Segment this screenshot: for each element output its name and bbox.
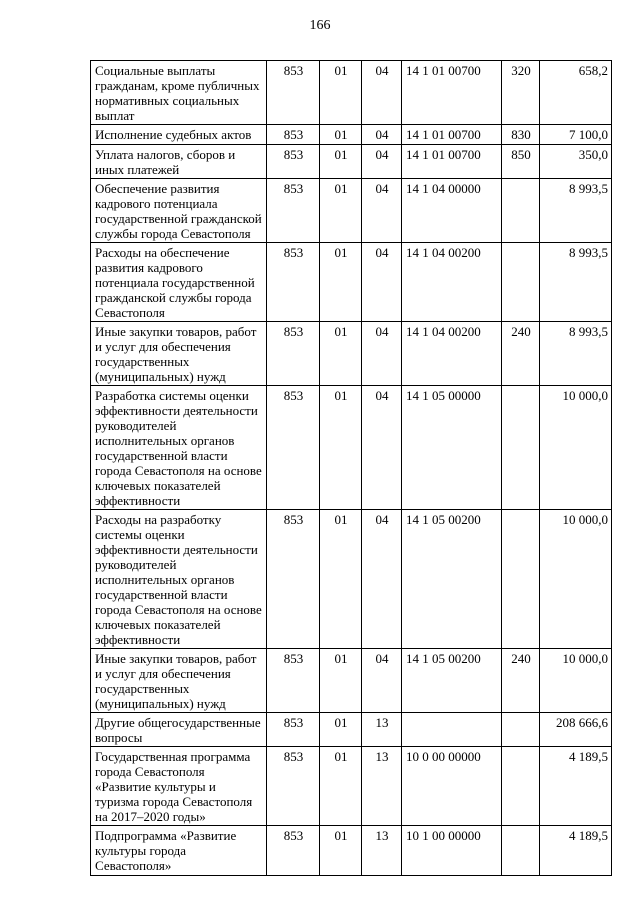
section-code: 01 xyxy=(320,826,362,876)
amount: 8 993,5 xyxy=(540,322,612,386)
amount: 4 189,5 xyxy=(540,826,612,876)
amount: 208 666,6 xyxy=(540,713,612,747)
subsection-code: 04 xyxy=(362,649,402,713)
subsection-code: 04 xyxy=(362,322,402,386)
row-name: Подпрограмма «Развитие культуры города Севастополя» xyxy=(91,826,267,876)
table-row xyxy=(91,61,612,125)
expense-type-code: 830 xyxy=(502,125,540,145)
row-name: Государственная программа города Севастополя «Развитие культуры и туризма города Севастополя на 2017–2020 годы» xyxy=(91,747,267,826)
subsection-code: 04 xyxy=(362,145,402,179)
section-code: 01 xyxy=(320,61,362,125)
amount: 10 000,0 xyxy=(540,386,612,510)
expense-type-code xyxy=(502,243,540,322)
section-code: 01 xyxy=(320,713,362,747)
ministry-code: 853 xyxy=(267,145,320,179)
ministry-code: 853 xyxy=(267,747,320,826)
table-row xyxy=(91,243,612,322)
table-row xyxy=(91,747,612,826)
target-article-code: 10 0 00 00000 xyxy=(402,747,502,826)
ministry-code: 853 xyxy=(267,322,320,386)
expense-type-code xyxy=(502,826,540,876)
target-article-code xyxy=(402,713,502,747)
section-code: 01 xyxy=(320,747,362,826)
table-row xyxy=(91,322,612,386)
subsection-code: 04 xyxy=(362,125,402,145)
amount: 350,0 xyxy=(540,145,612,179)
subsection-code: 04 xyxy=(362,510,402,649)
amount: 8 993,5 xyxy=(540,179,612,243)
expense-type-code: 320 xyxy=(502,61,540,125)
row-name: Обеспечение развития кадрового потенциала государственной гражданской службы города Севастополя xyxy=(91,179,267,243)
expense-type-code xyxy=(502,179,540,243)
row-name: Социальные выплаты гражданам, кроме публичных нормативных социальных выплат xyxy=(91,61,267,125)
target-article-code: 14 1 05 00200 xyxy=(402,510,502,649)
amount: 8 993,5 xyxy=(540,243,612,322)
table-row xyxy=(91,179,612,243)
row-name: Расходы на обеспечение развития кадрового потенциала государственной гражданской службы города Севастополя xyxy=(91,243,267,322)
amount: 4 189,5 xyxy=(540,747,612,826)
expense-type-code: 240 xyxy=(502,649,540,713)
target-article-code: 14 1 01 00700 xyxy=(402,125,502,145)
section-code: 01 xyxy=(320,243,362,322)
budget-table-body xyxy=(91,61,612,876)
section-code: 01 xyxy=(320,649,362,713)
table-row xyxy=(91,510,612,649)
subsection-code: 13 xyxy=(362,747,402,826)
row-name: Иные закупки товаров, работ и услуг для обеспечения государственных (муниципальных) нужд xyxy=(91,322,267,386)
row-name: Исполнение судебных актов xyxy=(91,125,267,145)
amount: 658,2 xyxy=(540,61,612,125)
subsection-code: 13 xyxy=(362,826,402,876)
expense-type-code: 240 xyxy=(502,322,540,386)
table-row xyxy=(91,826,612,876)
ministry-code: 853 xyxy=(267,125,320,145)
ministry-code: 853 xyxy=(267,826,320,876)
target-article-code: 14 1 04 00000 xyxy=(402,179,502,243)
expense-type-code: 850 xyxy=(502,145,540,179)
expense-type-code xyxy=(502,386,540,510)
amount: 7 100,0 xyxy=(540,125,612,145)
target-article-code: 14 1 01 00700 xyxy=(402,145,502,179)
ministry-code: 853 xyxy=(267,61,320,125)
subsection-code: 04 xyxy=(362,386,402,510)
subsection-code: 04 xyxy=(362,61,402,125)
expense-type-code xyxy=(502,713,540,747)
section-code: 01 xyxy=(320,125,362,145)
section-code: 01 xyxy=(320,510,362,649)
target-article-code: 14 1 05 00000 xyxy=(402,386,502,510)
row-name: Разработка системы оценки эффективности деятельности руководителей исполнительных органов государственной власти города Севастополя на основе ключевых показателей эффективности xyxy=(91,386,267,510)
ministry-code: 853 xyxy=(267,713,320,747)
expense-type-code xyxy=(502,510,540,649)
table-row xyxy=(91,713,612,747)
section-code: 01 xyxy=(320,386,362,510)
section-code: 01 xyxy=(320,179,362,243)
table-row xyxy=(91,145,612,179)
budget-table xyxy=(90,60,612,876)
ministry-code: 853 xyxy=(267,386,320,510)
table-row xyxy=(91,386,612,510)
target-article-code: 14 1 01 00700 xyxy=(402,61,502,125)
table-row xyxy=(91,125,612,145)
ministry-code: 853 xyxy=(267,510,320,649)
ministry-code: 853 xyxy=(267,179,320,243)
ministry-code: 853 xyxy=(267,243,320,322)
subsection-code: 04 xyxy=(362,179,402,243)
section-code: 01 xyxy=(320,145,362,179)
row-name: Другие общегосударственные вопросы xyxy=(91,713,267,747)
amount: 10 000,0 xyxy=(540,510,612,649)
target-article-code: 14 1 05 00200 xyxy=(402,649,502,713)
target-article-code: 14 1 04 00200 xyxy=(402,322,502,386)
expense-type-code xyxy=(502,747,540,826)
section-code: 01 xyxy=(320,322,362,386)
row-name: Расходы на разработку системы оценки эффективности деятельности руководителей исполнительных органов государственной власти города Севастополя на основе ключевых показателей эффективности xyxy=(91,510,267,649)
ministry-code: 853 xyxy=(267,649,320,713)
table-row xyxy=(91,649,612,713)
target-article-code: 10 1 00 00000 xyxy=(402,826,502,876)
row-name: Иные закупки товаров, работ и услуг для обеспечения государственных (муниципальных) нужд xyxy=(91,649,267,713)
target-article-code: 14 1 04 00200 xyxy=(402,243,502,322)
row-name: Уплата налогов, сборов и иных платежей xyxy=(91,145,267,179)
subsection-code: 13 xyxy=(362,713,402,747)
subsection-code: 04 xyxy=(362,243,402,322)
page-number: 166 xyxy=(309,18,331,33)
amount: 10 000,0 xyxy=(540,649,612,713)
